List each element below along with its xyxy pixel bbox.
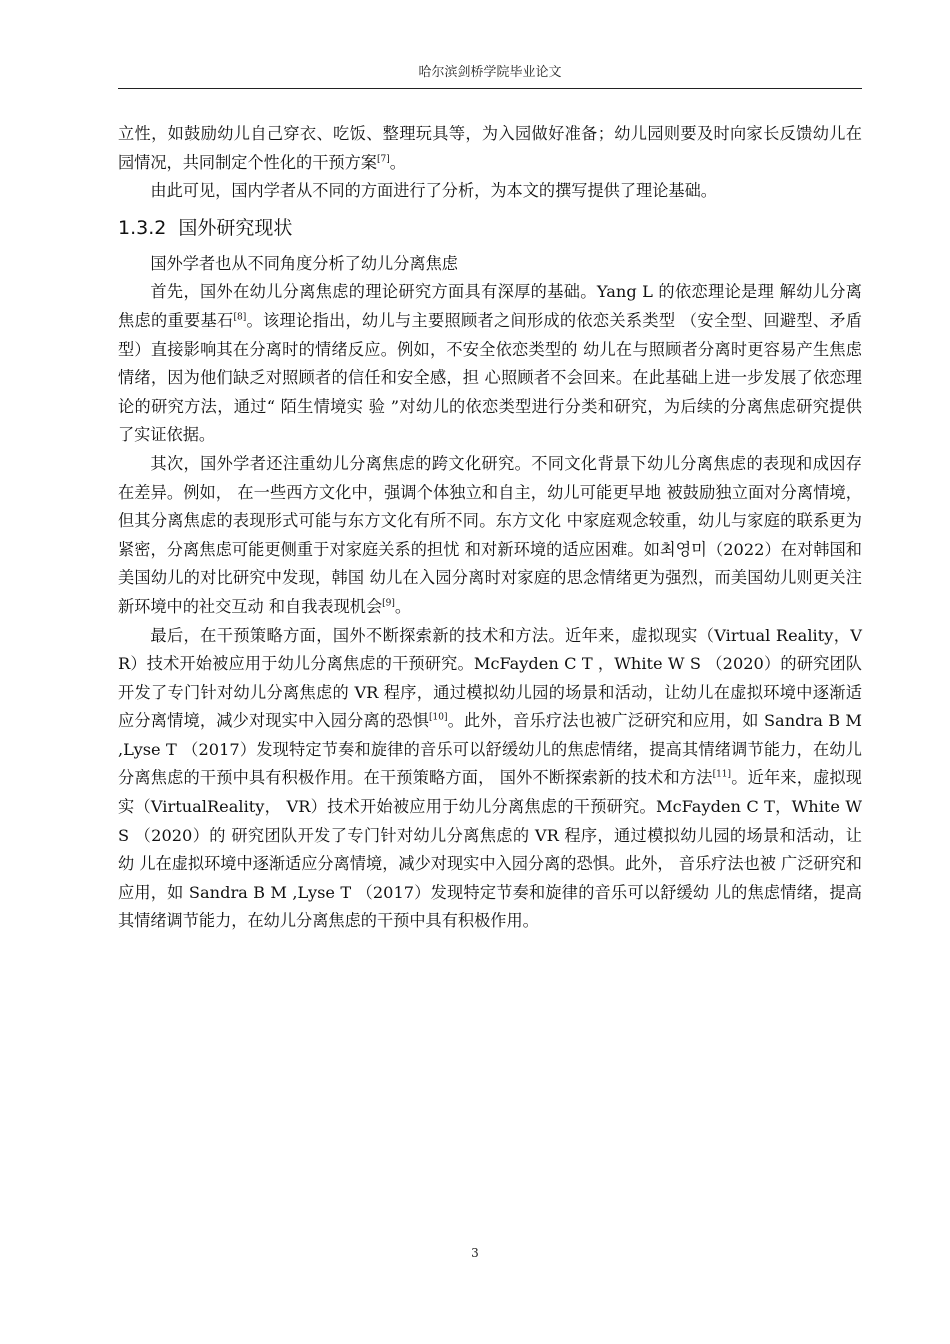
paragraph-text: 首先，国外在幼儿分离焦虑的理论研究方面具有深厚的基础。Yang L 的依恋理论是理 解幼儿分离焦虑的重要基石 <box>118 282 862 330</box>
paragraph-continued <box>118 120 862 177</box>
paragraph-theory <box>118 278 862 450</box>
section-number: 1.3.2 <box>118 216 167 239</box>
paragraph-text: 立性，如鼓励幼儿自己穿衣、吃饭、整理玩具等，为入园做好准备；幼儿园则要及时向家长反馈幼儿在园情况，共同制定个性化的干预方案 <box>118 124 862 172</box>
paragraph-text: 。近年来，虚拟现实（VirtualReality， VR）技术开始被应用于幼儿分离焦虑的干预研究。McFayden C T，White W S （2020）的 研究团队开发了专门针对幼儿分离焦虑的 VR 程序，通过模拟幼儿园的场景和活动，让幼 儿在虚拟环境中逐渐适应分离情境，减少对现实中入园分离的恐惧。此外， 音乐疗法也被 广泛研究和应用，如 Sandra B M ,Lyse T （2017）发现特定节奏和旋律的音乐可以舒缓幼 儿的焦虑情绪，提高其情绪调节能力，在幼儿分离焦虑的干预中具有积极作用。 <box>118 768 862 931</box>
header-title: 哈尔滨剑桥学院毕业论文 <box>418 65 562 80</box>
section-heading <box>118 214 862 242</box>
page-number: 3 <box>471 1246 479 1260</box>
citation-ref: [11] <box>712 770 732 781</box>
paragraph-text: 最后，在干预策略方面，国外不断探索新的技术和方法。近年来，虚拟现实（Virtual Reality，VR）技术开始被应用于幼儿分离焦虑的干预研究。McFayden C T ，White W S （2020）的研究团队开发了专门针对幼儿分离焦虑的 VR 程序，通过模拟幼儿园的场景和活动，让幼儿在虚拟环境中逐渐适应分离情境，减少对现实中入园分离的恐惧 <box>118 625 862 731</box>
paragraph-text: 其次，国外学者还注重幼儿分离焦虑的跨文化研究。不同文化背景下幼儿分离焦虑的表现和成因存在差异。例如， 在一些西方文化中，强调个体独立和自主，幼儿可能更早地 被鼓励独立面对分离情境，但其分离焦虑的表现形式可能与东方文化有所不同。东方文化 中家庭观念较重，幼儿与家庭的联系更为紧密，分离焦虑可能更侧重于对家庭关系的担忧 和对新环境的适应困难。如최영미（2022）在对韩国和美国幼儿的对比研究中发现，韩国 幼儿在入园分离时对家庭的思念情绪更为强烈，而美国幼儿则更关注新环境中的社交互动 和自我表现机会 <box>118 453 862 616</box>
citation-ref: [7] <box>377 154 390 165</box>
paragraph-tail: 。 <box>389 152 406 172</box>
paragraph-summary <box>118 177 862 206</box>
body-text <box>118 120 862 936</box>
citation-ref: [10] <box>428 712 448 723</box>
paragraph-intro <box>118 250 862 279</box>
paragraph-text: 由此可见，国内学者从不同的方面进行了分析，为本文的撰写提供了理论基础。 <box>150 181 717 201</box>
paragraph-text: 。该理论指出，幼儿与主要照顾者之间形成的依恋关系类型 （安全型、回避型、矛盾型）直接影响其在分离时的情绪反应。例如，不安全依恋类型的 幼儿在与照顾者分离时更容易产生焦虑情绪，因为他们缺乏对照顾者的信任和安全感，担 心照顾者不会回来。在此基础上进一步发展了依恋理论的研究方法，通过“ 陌生情境实 验 ”对幼儿的依恋类型进行分类和研究，为后续的分离焦虑研究提供了实证依据。 <box>118 310 862 445</box>
paragraph-text: 国外学者也从不同角度分析了幼儿分离焦虑 <box>150 253 458 273</box>
paragraph-intervention <box>118 622 862 937</box>
page-header <box>118 58 862 89</box>
citation-ref: [9] <box>382 598 395 609</box>
paragraph-cross-cultural <box>118 450 862 622</box>
paragraph-text: 。 <box>394 596 412 616</box>
paragraph-text: 。此外，音乐疗法也被广泛研究和应用，如 Sandra B M ,Lyse T （2017）发现特定节奏和旋律的音乐可以舒缓幼儿的焦虑情绪，提高其情绪调节能力，在幼儿分离焦虑的干预中具有积极作用。在干预策略方面， 国外不断探索新的技术和方法 <box>118 711 862 788</box>
citation-ref: [8] <box>233 312 247 323</box>
section-title: 国外研究现状 <box>178 216 293 239</box>
